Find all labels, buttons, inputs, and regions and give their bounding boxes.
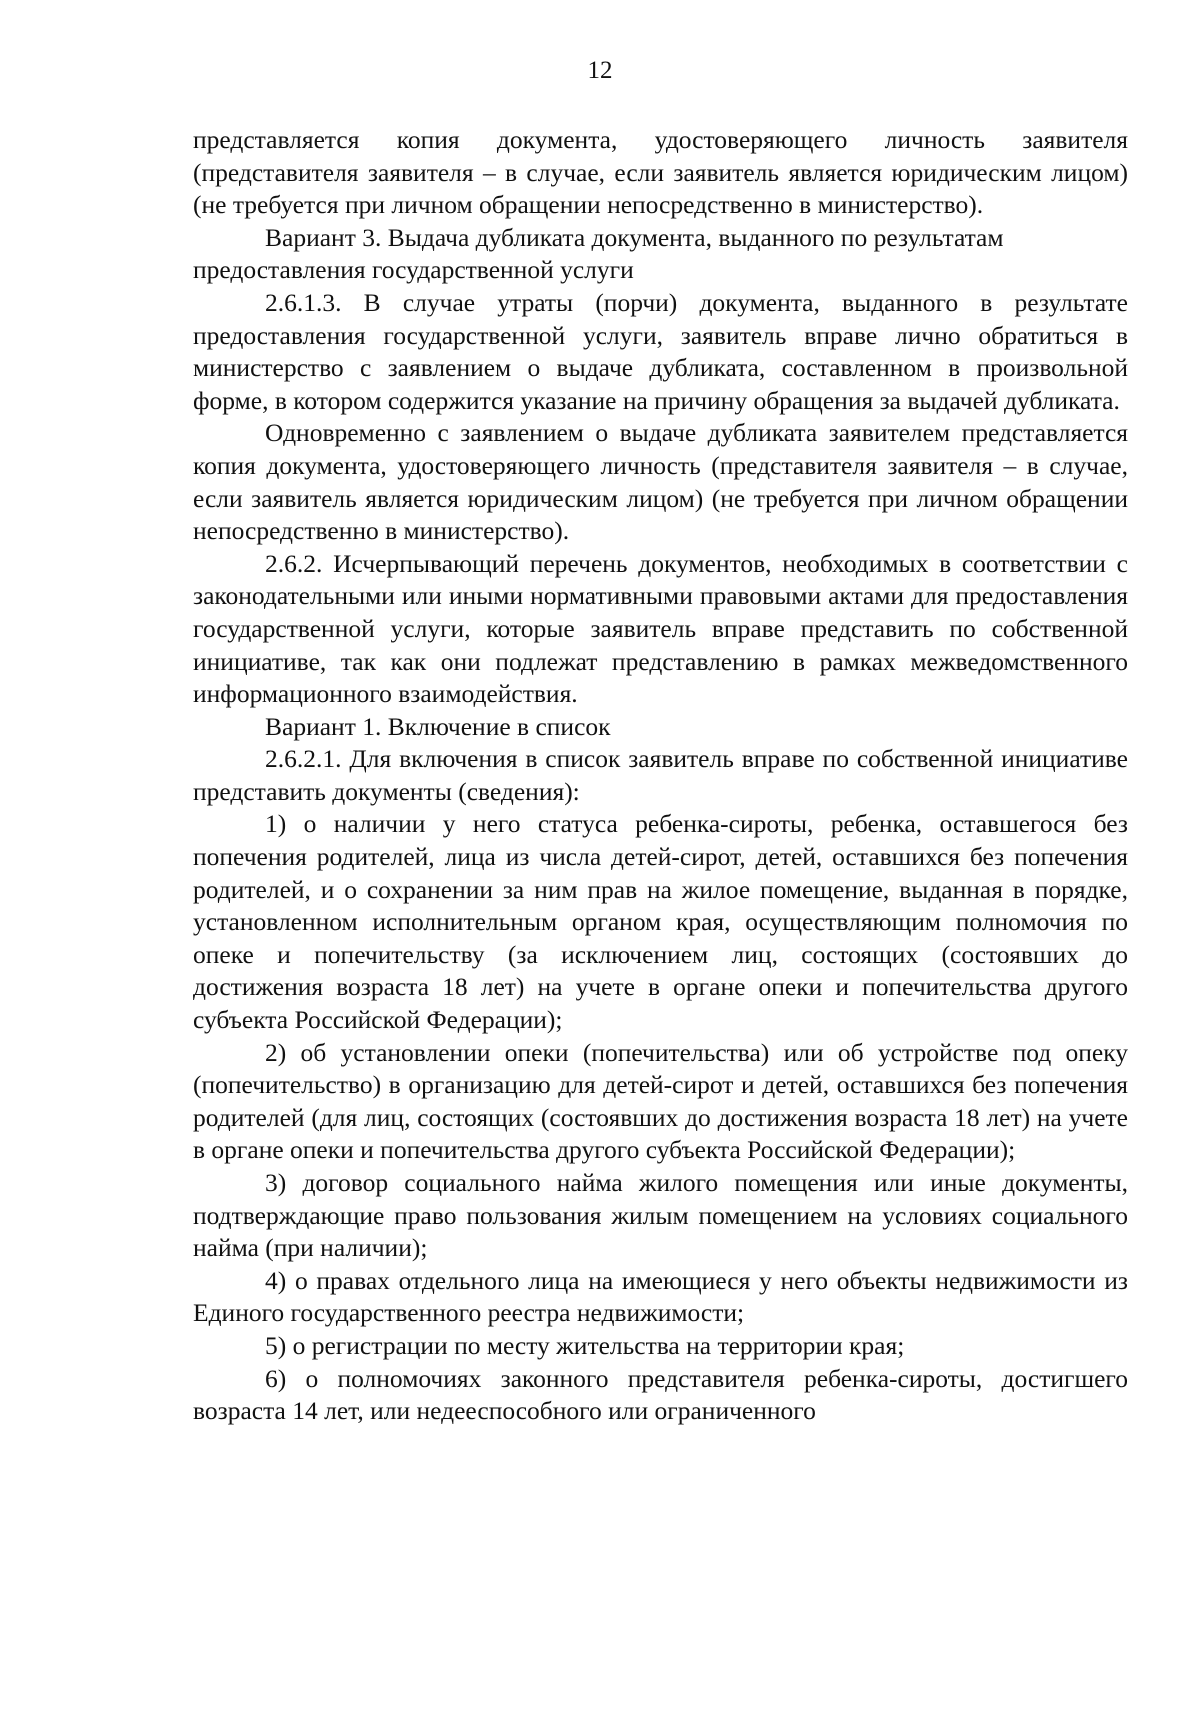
page-number: 12 <box>587 57 613 84</box>
list-item-3: 3) договор социального найма жилого помещения или иные документы, подтверждающие право пользования жилым помещением на условиях социального найма (при наличии); <box>193 1168 1128 1263</box>
paragraph-2-6-2-1: 2.6.2.1. Для включения в список заявитель вправе по собственной инициативе представить документы (сведения): <box>193 744 1128 806</box>
document-body <box>193 124 1128 1428</box>
list-item-1: 1) о наличии у него статуса ребенка-сироты, ребенка, оставшегося без попечения родителей, лица из числа детей-сирот, детей, оставшихся без попечения родителей, и о сохранении за ним прав на жилое помещение, выданная в порядке, установленном исполнительным органом края, осуществляющим полномочия по опеке и попечительству (за исключением лиц, состоящих (состоявших до достижения возраста 18 лет) на учете в органе опеки и попечительства другого субъекта Российской Федерации); <box>193 809 1128 1035</box>
paragraph-simultaneous-submission: Одновременно с заявлением о выдаче дубликата заявителем представляется копия документа, удостоверяющего личность (представителя заявителя – в случае, если заявитель является юридическим лицом) (не требуется при личном обращении непосредственно в министерство). <box>193 418 1128 546</box>
list-item-6: 6) о полномочиях законного представителя ребенка-сироты, достигшего возраста 14 лет, или недееспособного или ограниченного <box>193 1363 1128 1426</box>
list-item-2: 2) об установлении опеки (попечительства) или об устройстве под опеку (попечительство) в организацию для детей-сирот и детей, оставшихся без попечения родителей (для лиц, состоящих (состоявших до достижения возраста 18 лет) на учете в органе опеки и попечительства другого субъекта Российской Федерации); <box>193 1037 1128 1165</box>
list-item-5: 5) о регистрации по месту жительства на территории края; <box>265 1330 905 1360</box>
paragraph-variant-3-heading: Вариант 3. Выдача дубликата документа, выданного по результатам предоставления государственной услуги <box>193 222 1004 285</box>
paragraph-2-6-2: 2.6.2. Исчерпывающий перечень документов, необходимых в соответствии с законодательными или иными нормативными правовыми актами для предоставления государственной услуги, которые заявитель вправе представить по собственной инициативе, так как они подлежат представлению в рамках межведомственного информационного взаимодействия. <box>193 548 1128 709</box>
paragraph-variant-1-heading: Вариант 1. Включение в список <box>265 711 611 741</box>
paragraph-2-6-1-3: 2.6.1.3. В случае утраты (порчи) документа, выданного в результате предоставления государственной услуги, заявитель вправе лично обратиться в министерство с заявлением о выдаче дубликата, составленном в произвольной форме, в котором содержится указание на причину обращения за выдачей дубликата. <box>193 287 1128 415</box>
list-item-4: 4) о правах отдельного лица на имеющиеся у него объекты недвижимости из Единого государственного реестра недвижимости; <box>193 1265 1128 1328</box>
paragraph-copy-of-identity-document: представляется копия документа, удостоверяющего личность заявителя (представителя заявителя – в случае, если заявитель является юридическим лицом) (не требуется при личном обращении непосредственно в министерство). <box>193 125 1128 220</box>
